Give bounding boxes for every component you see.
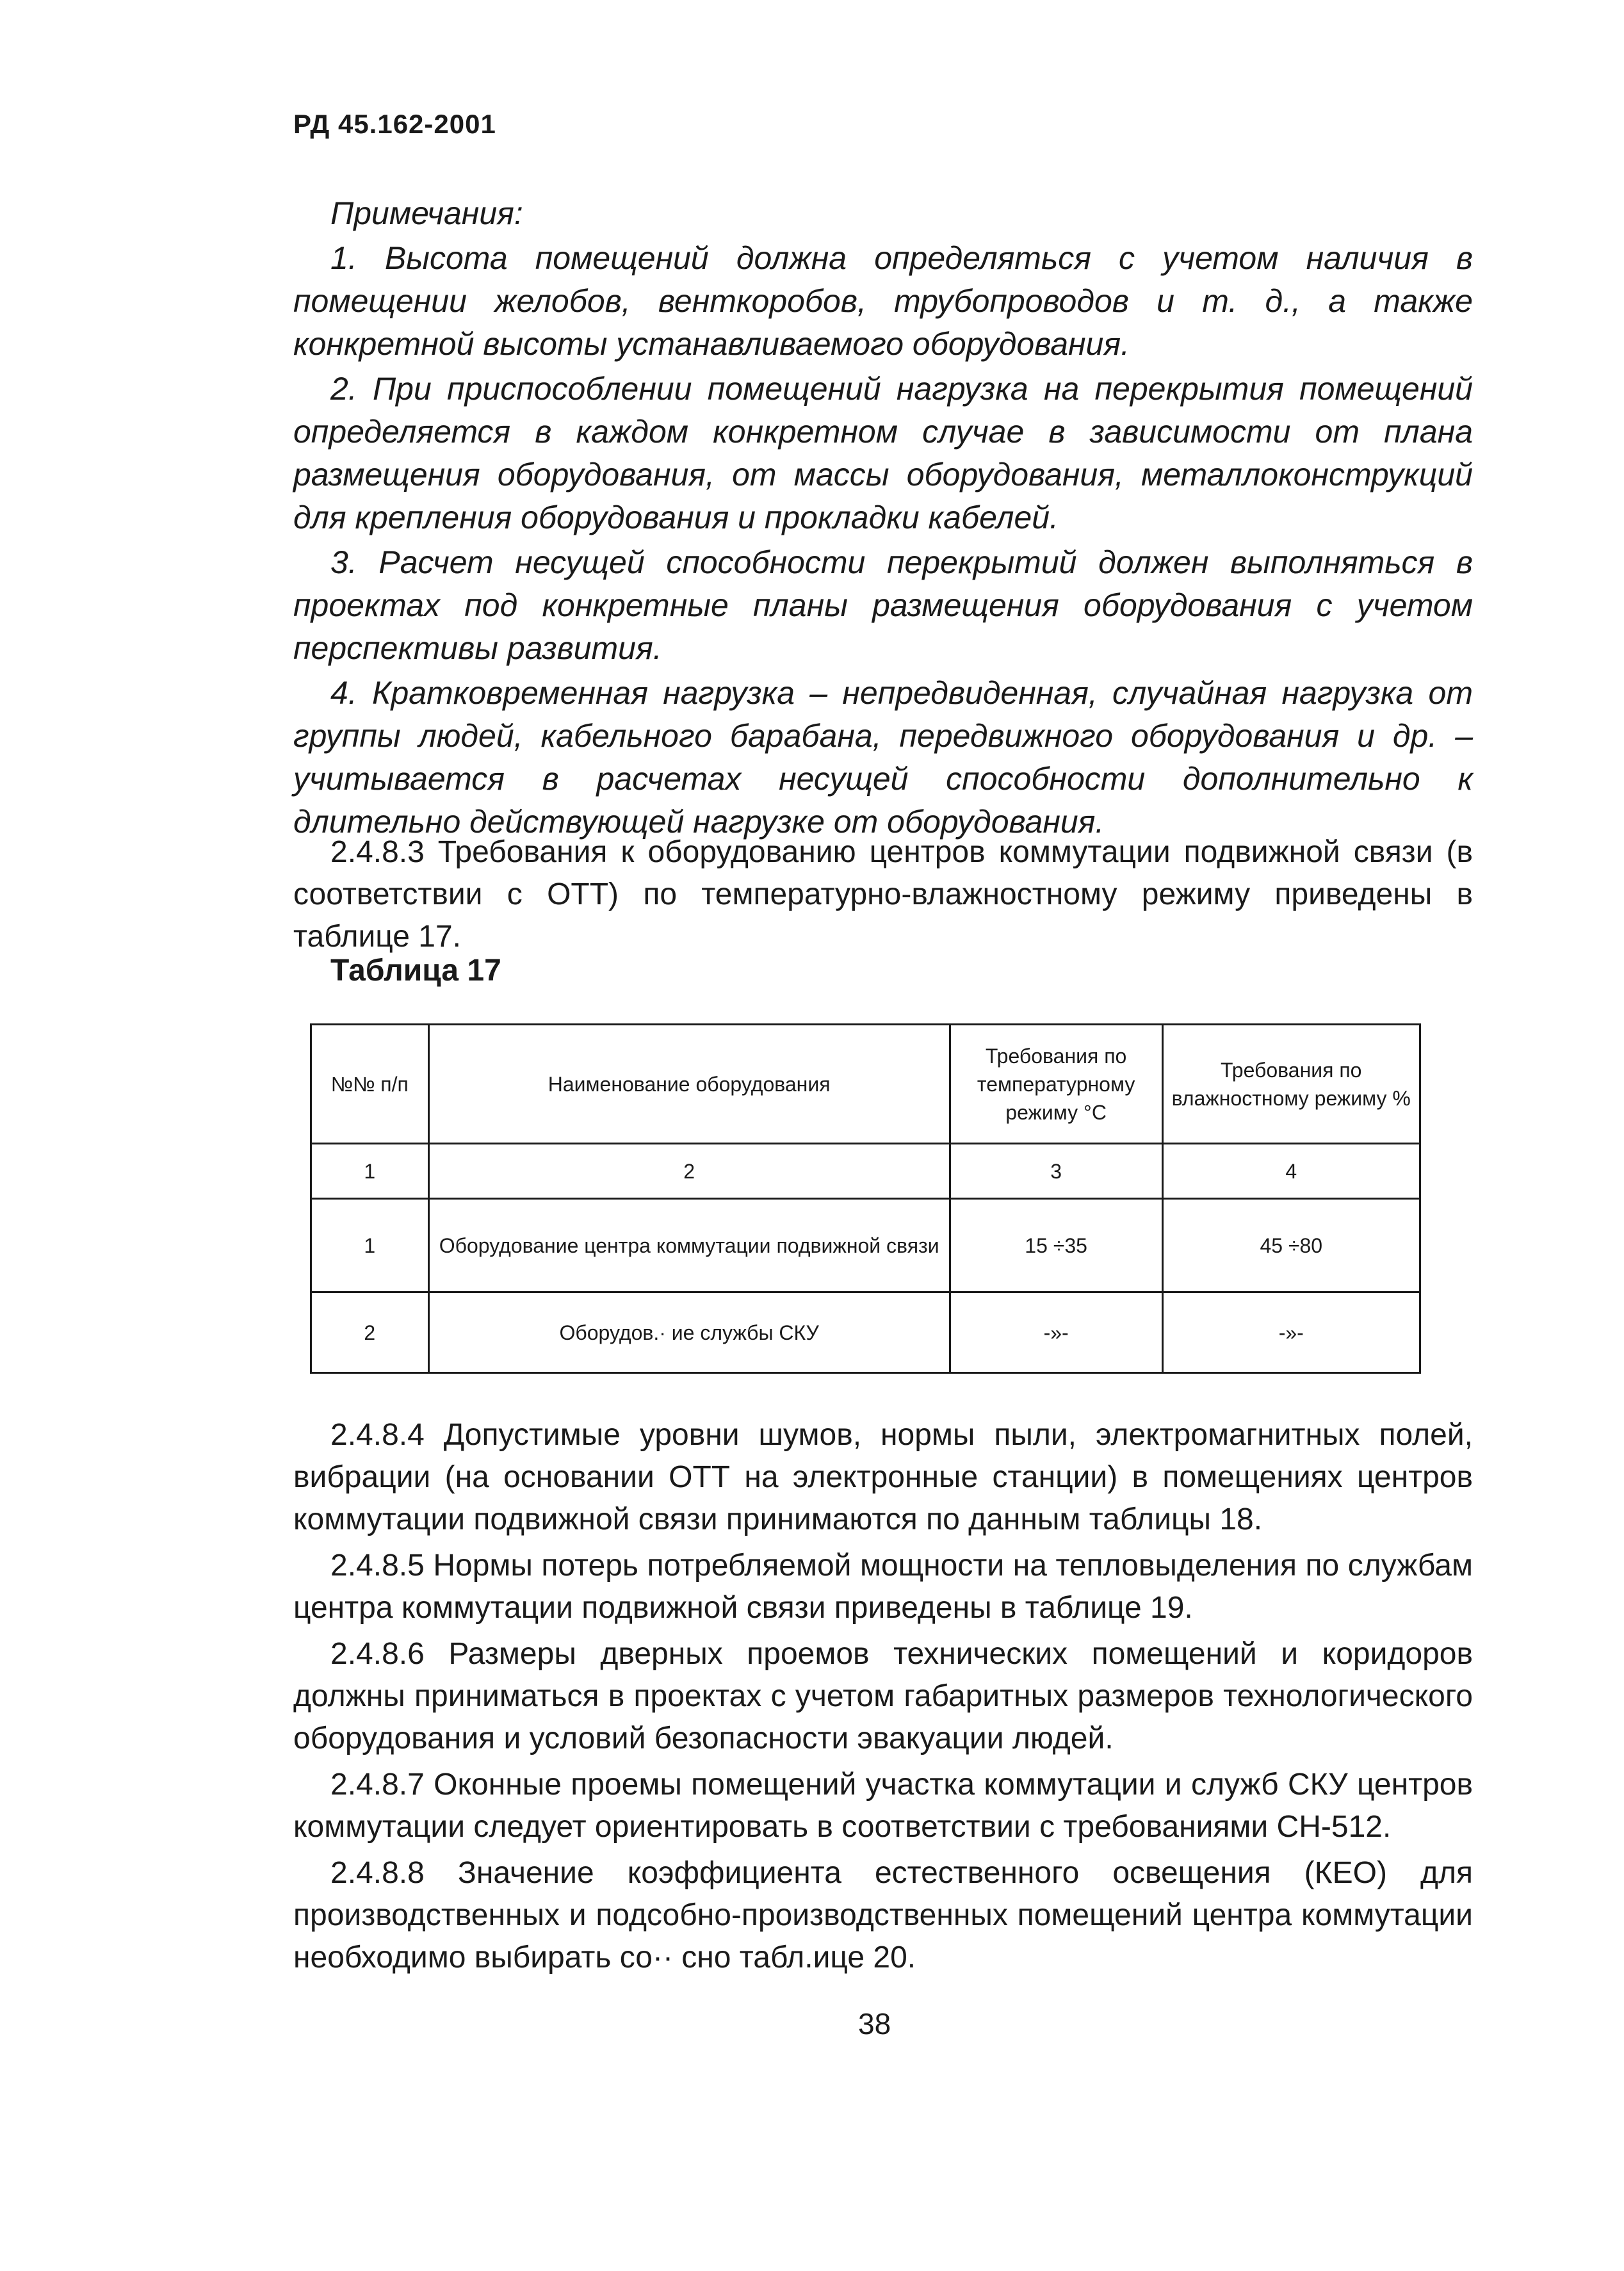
table-header-row	[311, 1025, 1420, 1144]
table-cell: Оборудование центра коммутации подвижной связи	[428, 1199, 950, 1292]
table-cell: 1	[311, 1199, 429, 1292]
paragraph: 2.4.8.5 Нормы потерь потребляемой мощности на тепловыделения по службам центра коммутации подвижной связи приведены в таблице 19.	[293, 1549, 1473, 1625]
table-row	[311, 1292, 1420, 1373]
header-cell-equipment: Наименование оборудования	[428, 1025, 950, 1144]
header-cell-temperature: Требования по температурному режиму °С	[950, 1025, 1162, 1144]
paragraph: 2.4.8.3 Требования к оборудованию центров коммутации подвижной связи (в соответствии с ОТТ) по температурно-влажностному режиму приведены в таблице 17.	[293, 835, 1473, 954]
document-code: РД 45.162-2001	[293, 109, 496, 139]
table-cell: -»-	[950, 1292, 1162, 1373]
table-cell: 2	[311, 1292, 429, 1373]
note-item: 2. При приспособлении помещений нагрузка на перекрытия помещений определяется в каждом конкретном случае в зависимости от плана размещения оборудования, от массы оборудования, металлоконструкций для крепления оборудования и прокладки кабелей.	[293, 371, 1473, 535]
paragraph: 2.4.8.7 Оконные проемы помещений участка коммутации и служб СКУ центров коммутации следует ориентировать в соответствии с требованиями СН-512.	[293, 1768, 1473, 1844]
section-after-table	[293, 1414, 1473, 1983]
note-item: 1. Высота помещений должна определяться с учетом наличия в помещении желобов, венткоробов, трубопроводов и т. д., а также конкретной высоты устанавливаемого оборудования.	[293, 240, 1473, 362]
table-title: Таблица 17	[330, 954, 501, 988]
column-number-row	[311, 1144, 1420, 1199]
table-cell: Оборудов.· ие службы СКУ	[428, 1292, 950, 1373]
column-number-cell: 1	[311, 1144, 429, 1199]
table-row	[311, 1199, 1420, 1292]
page-number: 38	[858, 2007, 891, 2040]
paragraph: 2.4.8.6 Размеры дверных проемов технических помещений и коридоров должны приниматься в проектах с учетом габаритных размеров технологического оборудования и условий безопасности эвакуации людей.	[293, 1637, 1473, 1755]
column-number-cell: 2	[428, 1144, 950, 1199]
notes-block	[293, 192, 1473, 845]
column-number-cell: 3	[950, 1144, 1162, 1199]
table-cell: 15 ÷35	[950, 1199, 1162, 1292]
header-cell-humidity: Требования по влажностному режиму %	[1162, 1025, 1420, 1144]
column-number-cell: 4	[1162, 1144, 1420, 1199]
notes-title: Примечания:	[330, 195, 523, 231]
section-before-table	[293, 831, 1473, 962]
paragraph: 2.4.8.4 Допустимые уровни шумов, нормы пыли, электромагнитных полей, вибрации (на основании ОТТ на электронные станции) в помещениях центров коммутации подвижной связи принимаются по данным таблицы 18.	[293, 1418, 1473, 1536]
requirements-table	[310, 1023, 1421, 1374]
table-cell: -»-	[1162, 1292, 1420, 1373]
note-item: 4. Кратковременная нагрузка – непредвиденная, случайная нагрузка от группы людей, кабельного барабана, передвижного оборудования и др. – учитывается в расчетах несущей способности дополнительно к длительно действующей нагрузке от оборудования.	[293, 675, 1473, 840]
header-cell-number: №№ п/п	[311, 1025, 429, 1144]
table-cell: 45 ÷80	[1162, 1199, 1420, 1292]
note-item: 3. Расчет несущей способности перекрытий должен выполняться в проектах под конкретные планы размещения оборудования с учетом перспективы развития.	[293, 544, 1473, 666]
paragraph: 2.4.8.8 Значение коэффициента естественного освещения (КЕО) для производственных и подсобно-производственных помещений центра коммутации необходимо выбирать со·· сно табл.ице 20.	[293, 1856, 1473, 1974]
